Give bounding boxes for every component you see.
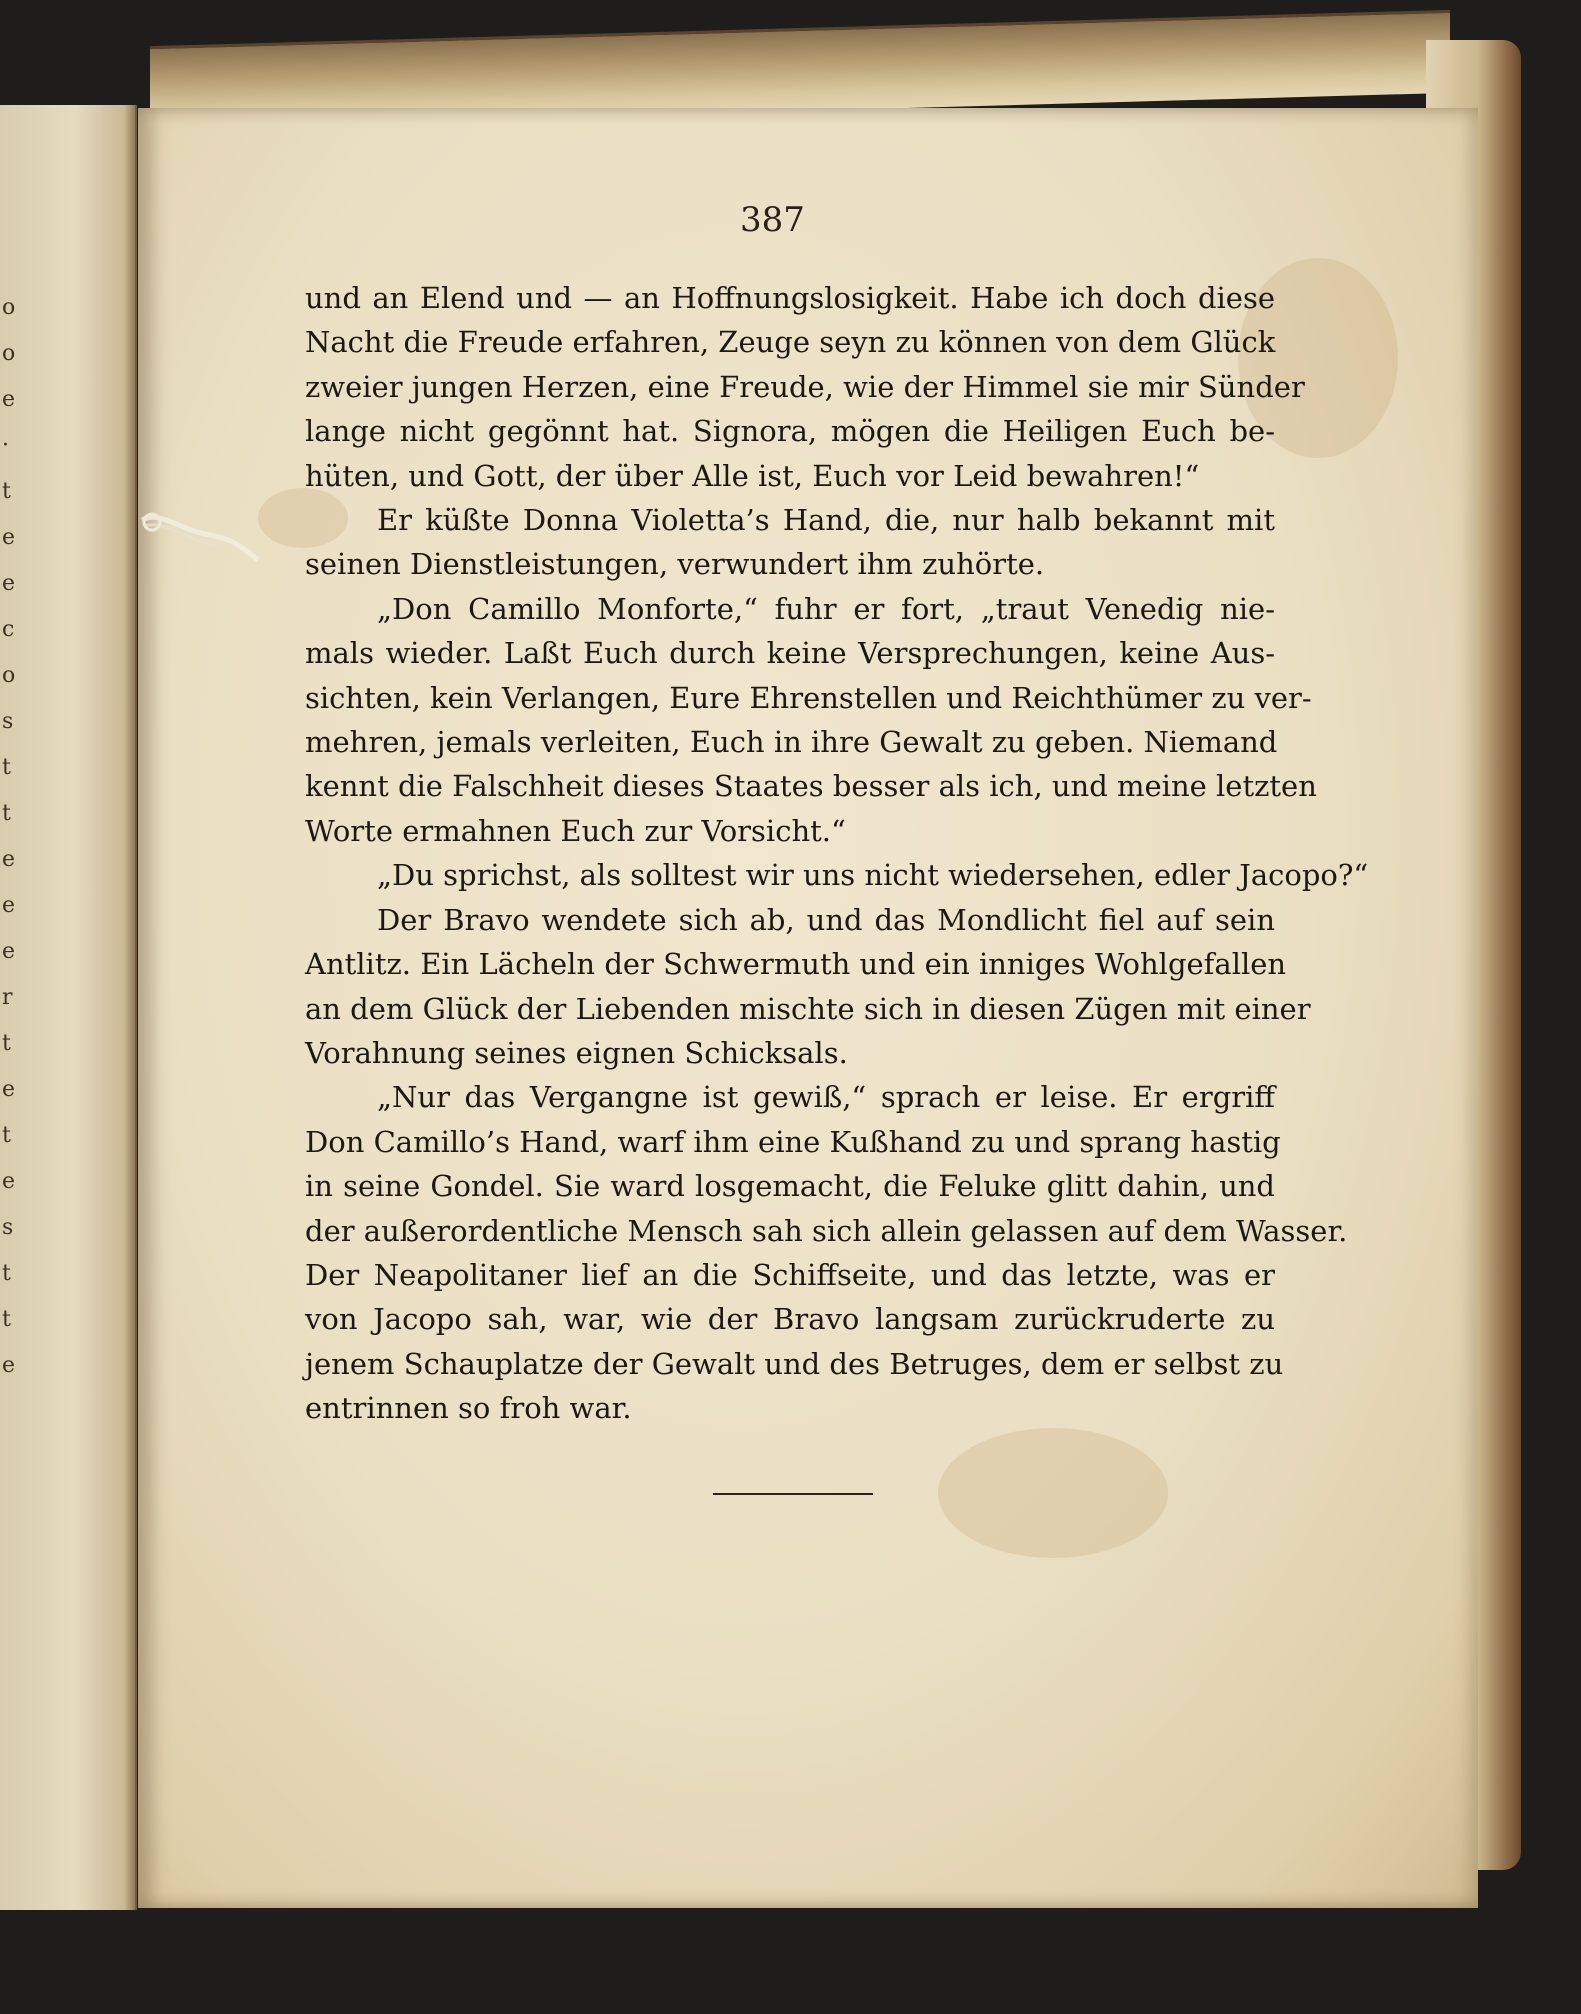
text-line: Er küßte Donna Violetta’s Hand, die, nur halb bekannt mit (377, 503, 1275, 538)
page-number: 387 (740, 200, 805, 240)
edge-glyph: c (2, 617, 15, 642)
section-end-rule (713, 1493, 873, 1495)
text-line: seinen Dienstleistungen, verwundert ihm zuhörte. (305, 547, 1045, 582)
text-line: kennt die Falschheit dieses Staates besser als ich, und meine letzten (305, 769, 1317, 804)
text-line: entrinnen so froh war. (305, 1391, 632, 1426)
text-line: sichten, kein Verlangen, Eure Ehrenstellen und Reichthümer zu ver- (305, 680, 1312, 715)
page-stain (938, 1428, 1168, 1558)
edge-glyph: e (2, 1077, 16, 1102)
text-line: „Du sprichst, als solltest wir uns nicht wiedersehen, edler Jacopo?“ (377, 858, 1369, 893)
edge-glyph: · (2, 433, 9, 458)
text-line: Der Bravo wendete sich ab, und das Mondlicht fiel auf sein (377, 902, 1275, 937)
edge-glyph: e (2, 939, 16, 964)
edge-glyph: e (2, 893, 16, 918)
text-line: zweier jungen Herzen, eine Freude, wie der Himmel sie mir Sünder (305, 369, 1305, 404)
text-line: jenem Schauplatze der Gewalt und des Betruges, dem er selbst zu (305, 1346, 1284, 1381)
edge-glyph: t (2, 755, 11, 780)
edge-glyph: e (2, 387, 16, 412)
edge-glyph: o (2, 295, 16, 320)
text-line: und an Elend und — an Hoffnungslosigkeit. Habe ich doch diese (305, 281, 1275, 315)
edge-glyph: s (2, 709, 14, 734)
left-page (0, 105, 137, 1910)
text-line: an dem Glück der Liebenden mischte sich in diesen Zügen mit einer (305, 991, 1311, 1026)
text-line: der außerordentliche Mensch sah sich allein gelassen auf dem Wasser. (305, 1213, 1348, 1248)
edge-glyph: e (2, 525, 16, 550)
text-line: Vorahnung seines eignen Schicksals. (305, 1035, 848, 1070)
text-line: lange nicht gegönnt hat. Signora, mögen die Heiligen Euch be- (305, 414, 1275, 449)
body-text (305, 276, 1369, 1431)
text-line: Antlitz. Ein Lächeln der Schwermuth und ein inniges Wohlgefallen (305, 947, 1287, 982)
text-line: in seine Gondel. Sie ward losgemacht, die Feluke glitt dahin, und (305, 1169, 1275, 1204)
edge-glyph: e (2, 571, 16, 596)
edge-glyph: t (2, 1307, 11, 1332)
edge-glyph: t (2, 1261, 11, 1286)
text-line: hüten, und Gott, der über Alle ist, Euch vor Leid bewahren!“ (305, 458, 1200, 493)
edge-glyph: s (2, 1215, 14, 1240)
edge-glyph: e (2, 847, 16, 872)
edge-glyph: t (2, 1031, 11, 1056)
text-line: „Nur das Vergangne ist gewiß,“ sprach er leise. Er ergriff (377, 1080, 1275, 1115)
text-line: von Jacopo sah, war, wie der Bravo langsam zurückruderte zu (305, 1302, 1275, 1337)
edge-glyph: t (2, 1123, 11, 1148)
edge-glyph: e (2, 1169, 16, 1194)
edge-glyph: t (2, 479, 11, 504)
edge-glyph: e (2, 1353, 16, 1378)
text-line: Worte ermahnen Euch zur Vorsicht.“ (305, 813, 846, 848)
edge-glyph: o (2, 663, 16, 688)
text-line: Der Neapolitaner lief an die Schiffseite, und das letzte, was er (305, 1257, 1275, 1292)
edge-glyph: o (2, 341, 16, 366)
edge-glyph: r (2, 985, 13, 1010)
text-line: „Don Camillo Monforte,“ fuhr er fort, „traut Venedig nie- (377, 591, 1275, 626)
text-line: Nacht die Freude erfahren, Zeuge seyn zu können von dem Glück (305, 325, 1276, 360)
text-line: mehren, jemals verleiten, Euch in ihre Gewalt zu geben. Niemand (305, 725, 1278, 760)
edge-glyph: t (2, 801, 11, 826)
text-line: Don Camillo’s Hand, warf ihm eine Kußhand zu und sprang hastig (305, 1124, 1281, 1159)
text-line: mals wieder. Laßt Euch durch keine Versprechungen, keine Aus- (305, 636, 1275, 671)
binding-thread (140, 500, 260, 580)
left-page-edge-text (2, 105, 16, 1910)
